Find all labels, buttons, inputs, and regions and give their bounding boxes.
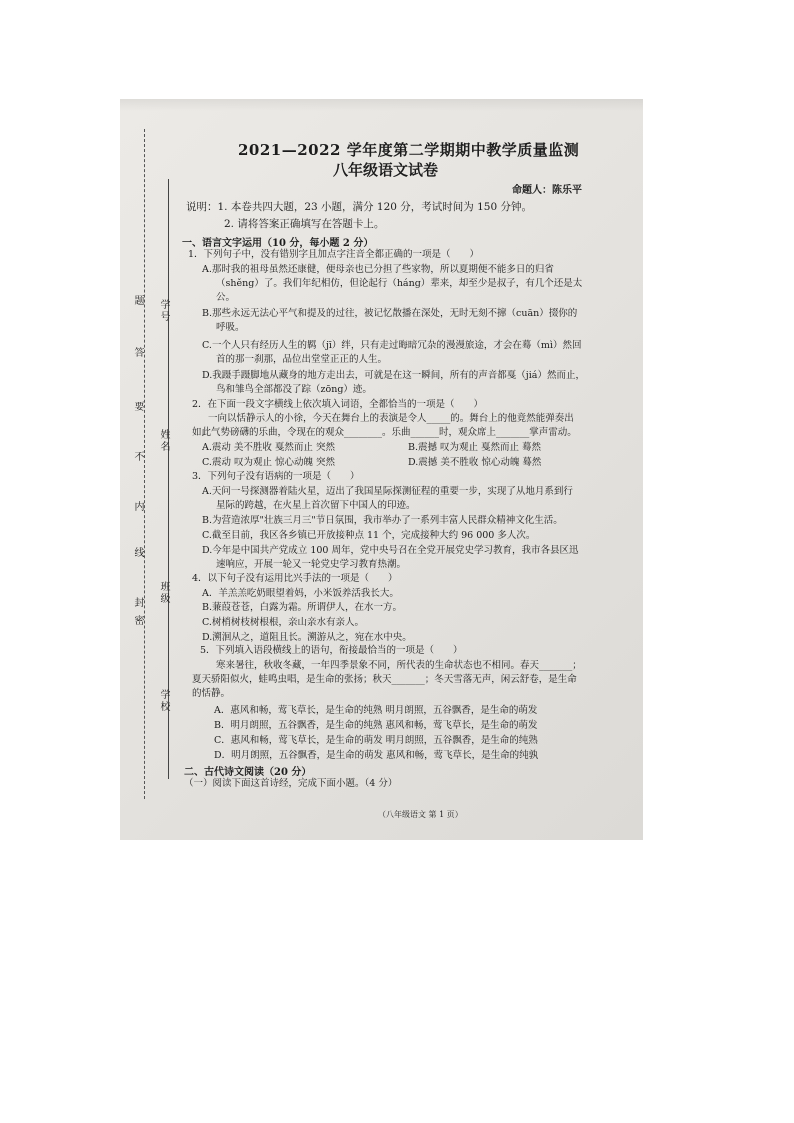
q5-line: 的恬静。: [192, 688, 231, 699]
q1-stem: 1．下列句子中，没有错别字且加点字注音全都正确的一项是（ ）: [188, 249, 480, 260]
q2-option: A.震动 美不胜收 戛然而止 突然: [202, 442, 335, 453]
q1-line: B.那些永远无法心平气和提及的过往，被记忆散播在深处，无时无刻不撺（cuān）掇你的: [202, 308, 578, 319]
q3-line: 速响应，开展一轮又一轮党史学习教育热潮。: [216, 559, 407, 570]
seal-dashed-line: [144, 129, 145, 799]
seal-char-6: 线: [132, 547, 143, 559]
paper-shadow: [120, 99, 643, 111]
q5-option: B．明月朗照，五谷飘香，是生命的纯熟 惠风和畅，莺飞草长，是生命的萌发: [214, 720, 538, 731]
q3-line: A.天问一号探测器着陆火星，迈出了我国星际探测征程的重要一步，实现了从地月系到行: [202, 486, 573, 497]
name-label: 姓名: [158, 429, 169, 453]
q3-line: 星际的跨越，在火星上首次留下中国人的印迹。: [216, 500, 416, 511]
q2-line: 一向以恬静示人的小徐，今天在舞台上的表演是令人_____的。舞台上的他竟然能弹奏出: [208, 413, 574, 424]
q1-line: 呼吸。: [216, 322, 245, 333]
q1-line: 公。: [216, 292, 236, 303]
seal-char-7: 封: [132, 597, 143, 609]
seal-char-8: 密: [132, 615, 143, 627]
q5-line: 夏天骄阳似火，蛙鸣虫唱，是生命的张扬；秋天_______；冬天雪落无声，闲云舒卷，是生命: [192, 674, 577, 685]
q4-line: C.树梢树枝树根根，亲山亲水有亲人。: [202, 617, 364, 628]
seal-char-4: 不: [132, 451, 143, 463]
q3-line: D.今年是中国共产党成立 100 周年，党中央号召在全党开展党史学习教育，我市各县区迅: [202, 545, 579, 556]
author: 命题人：陈乐平: [512, 185, 582, 196]
q1-line: C.一个人只有经历人生的羁（jī）绊，只有走过晦暗冗杂的漫漫旅途，才会在蓦（mì）然回: [202, 340, 582, 351]
q4-line: D.溯洄从之，道阻且长。溯游从之，宛在水中央。: [202, 632, 412, 643]
school-label: 学校: [158, 689, 169, 713]
q1-line: 鸟和雏鸟全部都没了踪（zōng）迹。: [216, 384, 372, 395]
seal-char-2: 答: [132, 347, 143, 359]
q1-line: A.那时我的祖母虽然还康健，便母亲也已分担了些家物，所以夏期便不能多日的归省: [202, 264, 554, 275]
q1-line: 首的那一刹那，品位出堂堂正正的人生。: [216, 354, 388, 365]
seal-char-1: 题: [132, 295, 143, 307]
exam-subtitle: 八年级语文试卷: [333, 161, 439, 179]
seal-char-3: 要: [132, 401, 143, 413]
section-2-heading: 二、古代诗文阅读（20 分）: [184, 767, 312, 778]
student-id-label: 学号: [158, 299, 169, 323]
page-footer: （八年级语文 第 1 页）: [378, 810, 463, 819]
seal-char-5: 内: [132, 501, 143, 513]
section-1-heading: 一、语言文字运用（10 分，每小题 2 分）: [182, 238, 374, 249]
q1-line: D.我蹑手蹑脚地从藏身的地方走出去，可就是在这一瞬间，所有的声音都戛（jiá）然而止，: [202, 370, 585, 381]
q2-option: B.震撼 叹为观止 戛然而止 蓦然: [408, 442, 542, 453]
q3-line: C.截至目前，我区各乡镇已开放接种点 11 个，完成接种大约 96 000 多人次。: [202, 530, 536, 541]
class-label: 班级: [158, 581, 169, 605]
q5-option: C．惠风和畅，莺飞草长，是生命的萌发 明月朗照，五谷飘香，是生命的纯熟: [214, 735, 538, 746]
q5-line: 寒来暑往，秋收冬藏，一年四季景象不同，所代表的生命状态也不相同。春天_______；: [216, 660, 582, 671]
q5-stem: 5．下列填入语段横线上的语句，衔接最恰当的一项是（ ）: [200, 645, 463, 656]
section-2-sub: （一）阅读下面这首诗经，完成下面小题。（4 分）: [184, 778, 398, 789]
exam-title: 2021—2022 学年度第二学期期中教学质量监测: [238, 141, 580, 159]
q1-line: （shěng）了。我们年纪相仿，但论起行（háng）辈来，却至少是叔子，有几个还是太: [216, 278, 583, 289]
q3-line: B.为营造浓厚"壮族三月三"节日氛围，我市举办了一系列丰富人民群众精神文化生活。: [202, 515, 563, 526]
q2-line: 如此气势磅礴的乐曲，令现在的观众________。乐曲______时，观众席上_______掌声雷动。: [192, 427, 577, 438]
q5-option: D．明月朗照，五谷飘香，是生命的萌发 惠风和畅，莺飞草长，是生命的纯孰: [214, 750, 539, 761]
note-2: 2. 请将答案正确填写在答题卡上。: [224, 218, 385, 230]
q2-stem: 2．在下面一段文字横线上依次填入词语，全都恰当的一项是（ ）: [192, 399, 484, 410]
q4-line: A．羊羔羔吃奶眼望着妈，小米饭养活我长大。: [202, 588, 399, 599]
note-1: 说明：1. 本卷共四大题，23 小题，满分 120 分，考试时间为 150 分钟。: [186, 201, 532, 213]
q2-option: C.震动 叹为观止 惊心动魄 突然: [202, 457, 336, 468]
q2-option: D.震撼 美不胜收 惊心动魄 蓦然: [408, 457, 542, 468]
q5-option: A．惠风和畅，莺飞草长，是生命的纯熟 明月朗照，五谷飘香，是生命的萌发: [214, 705, 538, 716]
q3-stem: 3．下列句子没有语病的一项是（ ）: [192, 471, 360, 482]
q4-stem: 4．以下句子没有运用比兴手法的一项是（ ）: [192, 573, 398, 584]
exam-paper: [120, 99, 643, 840]
q4-line: B.蒹葭苍苍，白露为霜。所谓伊人，在水一方。: [202, 602, 403, 613]
